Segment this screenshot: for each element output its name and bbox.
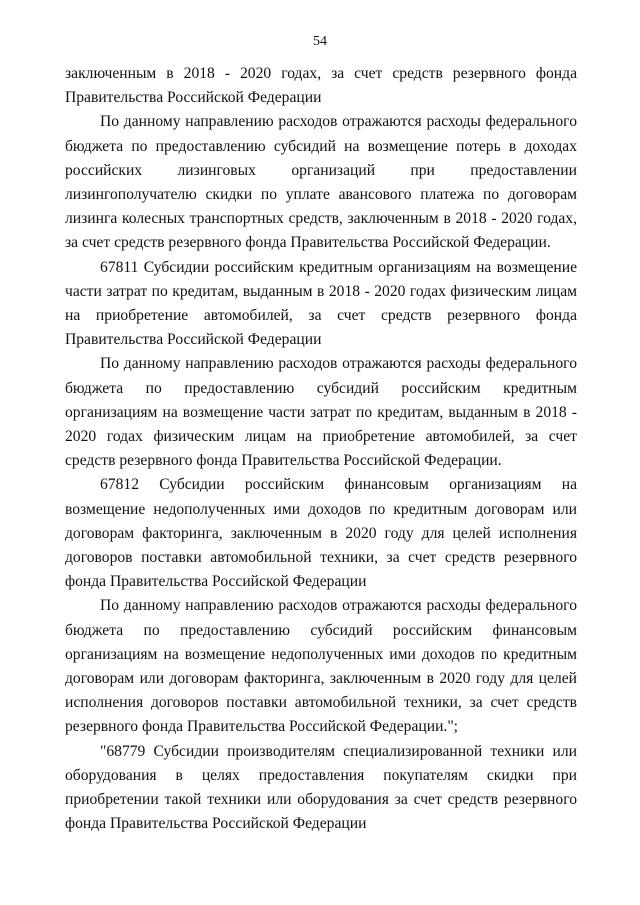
paragraph-1: заключенным в 2018 - 2020 годах, за счет средств резервного фонда Правительства Российской Федерации <box>65 65 577 107</box>
paragraph-7: "68779 Субсидии производителям специализированной техники или оборудования в целях предоставления покупателям скидки при приобретении такой техники или оборудования за счет средств резервного фонда Правительства Российской Федерации <box>65 742 577 833</box>
paragraph-3: 67811 Субсидии российским кредитным организациям на возмещение части затрат по кредитам, выданным в 2018 - 2020 годах физическим лицам на приобретение автомобилей, за счет средств резервного фонда Правительства Российской Федерации <box>65 258 577 349</box>
document-body <box>65 62 577 837</box>
page-number: 54 <box>313 34 327 49</box>
paragraph-6: По данному направлению расходов отражаются расходы федерального бюджета по предоставлению субсидий российским финансовым организациям на возмещение недополученных ими доходов по кредитным договорам или договорам факторинга, заключенным в 2020 году для целей исполнения договоров поставки автомобильной техники, за счет средств резервного фонда Правительства Российской Федерации."; <box>65 597 577 736</box>
paragraph-4: По данному направлению расходов отражаются расходы федерального бюджета по предоставлению субсидий российским кредитным организациям на возмещение части затрат по кредитам, выданным в 2018 - 2020 годах физическим лицам на приобретение автомобилей, за счет средств резервного фонда Правительства Российской Федерации. <box>65 355 577 470</box>
paragraph-2: По данному направлению расходов отражаются расходы федерального бюджета по предоставлению субсидий на возмещение потерь в доходах российских лизинговых организаций при предоставлении лизингополучателю скидки по уплате авансового платежа по договорам лизинга колесных транспортных средств, заключенным в 2018 - 2020 годах, за счет средств резервного фонда Правительства Российской Федерации. <box>65 113 577 252</box>
paragraph-5: 67812 Субсидии российским финансовым организациям на возмещение недополученных ими доходов по кредитным договорам или договорам факторинга, заключенным в 2020 году для целей исполнения договоров поставки автомобильной техники, за счет средств резервного фонда Правительства Российской Федерации <box>65 476 577 591</box>
